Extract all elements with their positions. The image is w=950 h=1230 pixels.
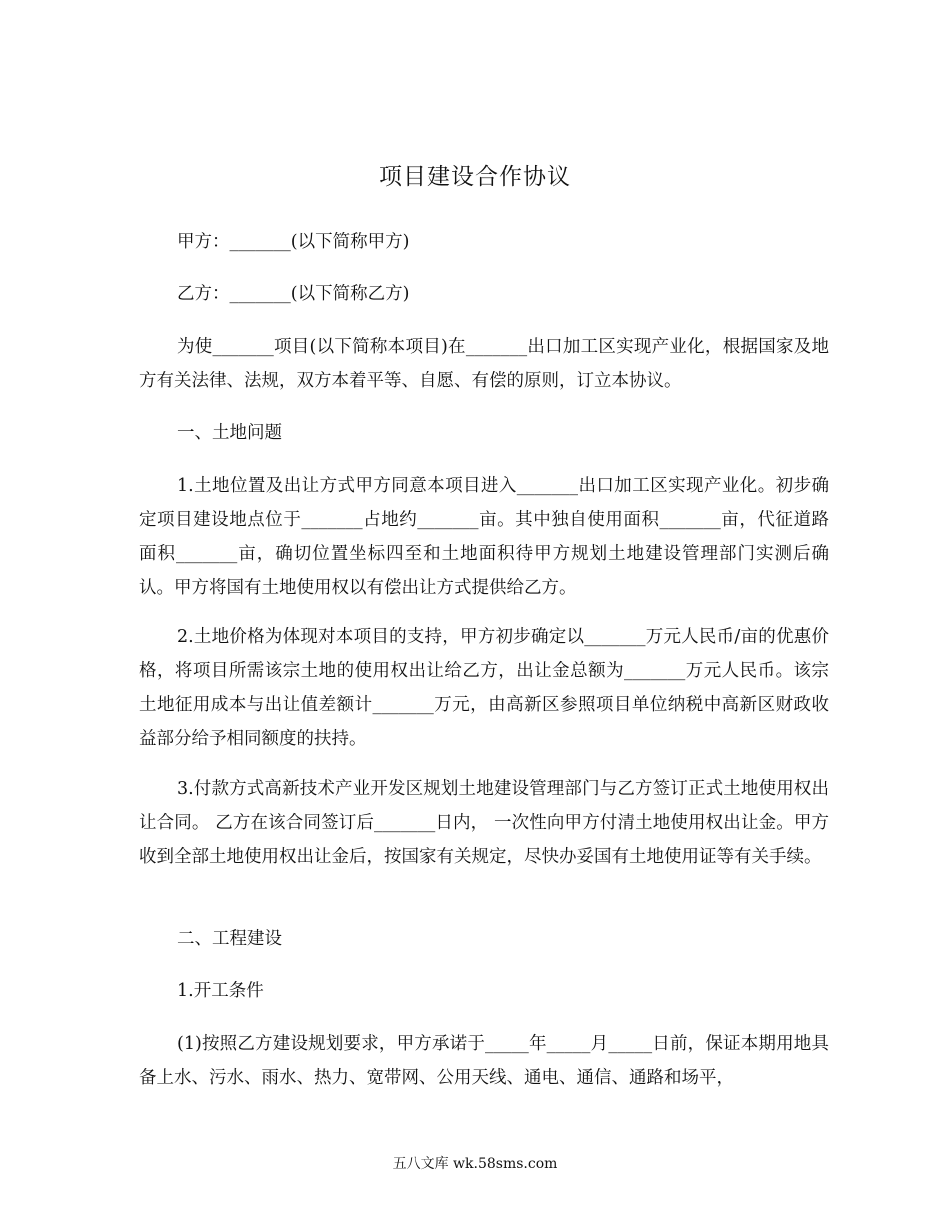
clause-start-conditions-item-1: (1)按照乙方建设规划要求，甲方承诺于_____年_____月_____日前，保证本期用地具备上水、污水、雨水、热力、宽带网、公用天线、通电、通信、通路和场平， [139,1034,829,1088]
preamble-paragraph: 为使_______项目(以下简称本项目)在_______出口加工区实现产业化，根据国家及地方有关法律、法规，双方本着平等、自愿、有偿的原则，订立本协议。 [139,337,829,391]
party-a-line: 甲方：_______(以下简称甲方) [177,232,410,252]
clause-start-conditions: 1.开工条件 [177,981,264,1001]
section-heading-construction: 二、工程建设 [177,929,282,949]
clause-land-location: 1.土地位置及出让方式甲方同意本项目进入_______出口加工区实现产业化。初步确定项目建设地点位于_______占地约_______亩。其中独自使用面积_______亩，代征道路面积_______亩，确切位置坐标四至和土地面积待甲方规划土地建设管理部门实测后确认。甲方将国有土地使用权以有偿出让方式提供给乙方。 [139,476,829,598]
clause-land-price: 2.土地价格为体现对本项目的支持，甲方初步确定以_______万元人民币/亩的优惠价格，将项目所需该宗土地的使用权出让给乙方，出让金总额为_______万元人民币。该宗土地征用成本与出让值差额计_______万元，由高新区参照项目单位纳税中高新区财政收益部分给予相同额度的扶持。 [139,627,829,749]
document-title: 项目建设合作协议 [379,164,571,190]
party-b-line: 乙方：_______(以下简称乙方) [177,284,410,304]
watermark-footer: 五八文库 wk.58sms.com [392,1156,558,1172]
clause-payment-method: 3.付款方式高新技术产业开发区规划土地建设管理部门与乙方签订正式土地使用权出让合同。 乙方在该合同签订后_______日内， 一次性向甲方付清土地使用权出让金。甲方收到全部土地使用权出让金后，按国家有关规定，尽快办妥国有土地使用证等有关手续。 [139,779,829,867]
section-heading-land: 一、土地问题 [177,423,282,443]
